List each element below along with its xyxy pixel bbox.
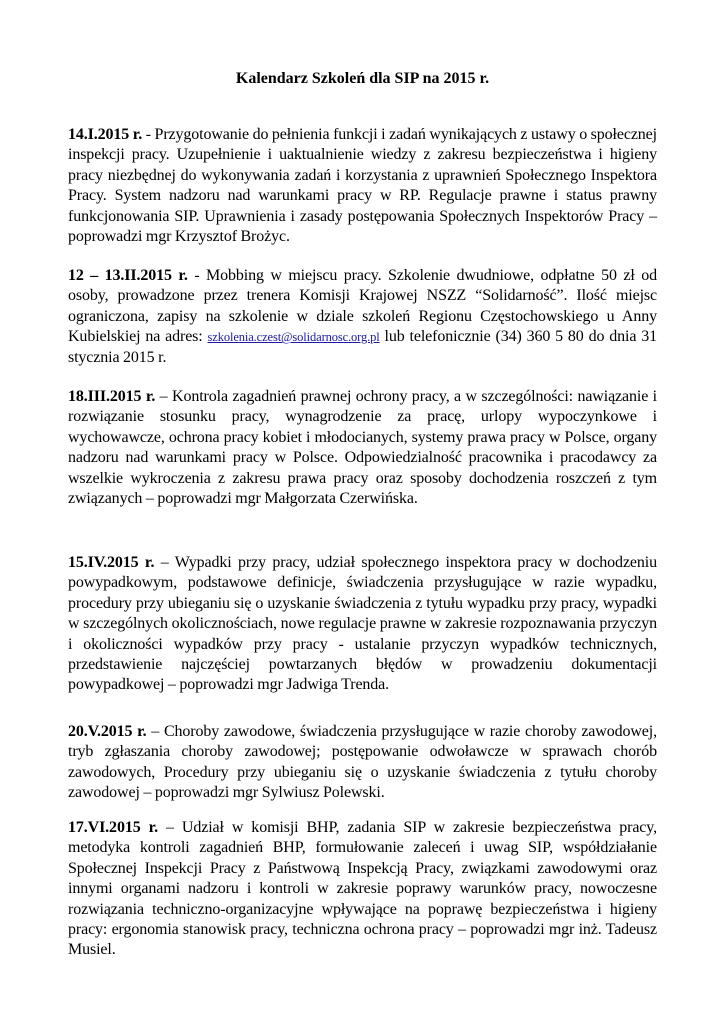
training-entry — [68, 387, 657, 509]
training-date: 14.I.2015 r. — [68, 126, 143, 143]
training-description: – Choroby zawodowe, świadczenia przysługujące w razie choroby zawodowej, tryb zgłaszania choroby zawodowej; postępowanie odwoławcze w sprawach chorób zawodowych, Procedury przy ubieganiu się o uzyskanie świadczenia z tytułu choroby zawodowej – poprowadzi mgr Sylwiusz Polewski. — [68, 723, 657, 802]
training-date: 18.III.2015 r. — [68, 388, 156, 405]
training-entry — [68, 125, 657, 247]
training-description: – Kontrola zagadnień prawnej ochrony pracy, a w szczególności: nawiązanie i rozwiązanie stosunku pracy, wynagrodzenie za pracę, urlopy wypoczynkowe i wychowawcze, ochrona pracy kobiet i młodocianych, systemy prawa pracy w Polsce, organy nadzoru nad warunkami pracy w Polsce. Odpowiedzialność pracownika i pracodawcy za wszelkie wykroczenia z zakresu prawa pracy oraz sposoby dochodzenia roszczeń z tym związanych – poprowadzi mgr Małgorzata Czerwińska. — [68, 388, 657, 508]
training-date: 20.V.2015 r. — [68, 723, 147, 740]
training-date: 17.VI.2015 r. — [68, 819, 158, 836]
training-date: 15.IV.2015 r. — [68, 554, 155, 571]
training-date: 12 – 13.II.2015 r. — [68, 267, 188, 284]
training-description: – Udział w komisji BHP, zadania SIP w zakresie bezpieczeństwa pracy, metodyka kontroli zagadnień BHP, formułowanie zaleceń i uwag SIP, współdziałanie Społecznej Inspekcji Pracy z Państwową Inspekcją Pracy, związkami zawodowymi oraz innymi organami nadzoru i kontroli w zakresie poprawy warunków pracy, nowoczesne rozwiązania techniczno-organizacyjne wpływające na poprawę bezpieczeństwa i higieny pracy: ergonomia stanowisk pracy, techniczna ochrona pracy – poprowadzi mgr inż. Tadeusz Musiel. — [68, 819, 657, 959]
training-entry — [68, 553, 657, 696]
training-description: – Wypadki przy pracy, udział społecznego inspektora pracy w dochodzeniu powypadkowym, podstawowe definicje, świadczenia przysługujące w razie wypadku, procedury przy ubieganiu się o uzyskanie świadczenia z tytułu wypadku przy pracy, wypadki w szczególnych okolicznościach, nowe regulacje prawne w zakresie rozpoznawania przyczyn i okoliczności wypadków przy pracy - ustalanie przyczyn wypadków technicznych, przedstawienie najczęściej powtarzanych błędów w prowadzeniu dokumentacji powypadkowej – poprowadzi mgr Jadwiga Trenda. — [68, 554, 657, 694]
training-entry — [68, 722, 657, 804]
document-title: Kalendarz Szkoleń dla SIP na 2015 r. — [235, 70, 490, 87]
training-entry — [68, 266, 657, 368]
training-entry — [68, 818, 657, 961]
email-link[interactable]: szkolenia.czest@solidarnosc.org.pl — [207, 330, 380, 345]
training-description: - Przygotowanie do pełnienia funkcji i zadań wynikających z ustawy o społecznej inspekcji pracy. Uzupełnienie i uaktualnienie wiedzy z zakresu bezpieczeństwa i higieny pracy niezbędnej do wykonywania zadań i korzystania z uprawnień Społecznego Inspektora Pracy. System nadzoru nad warunkami pracy w RP. Regulacje prawne i status prawny funkcjonowania SIP. Uprawnienia i zasady postępowania Społecznych Inspektorów Pracy – poprowadzi mgr Krzysztof Brożyc. — [68, 126, 657, 246]
training-description-continued: lub telefonicznie (34) 360 5 80 do dnia 31 stycznia 2015 r. — [68, 328, 658, 366]
training-description: - Mobbing w miejscu pracy. Szkolenie dwudniowe, odpłatne 50 zł od osoby, prowadzone przez trenera Komisji Krajowej NSZZ “Solidarność”. Ilość miejsc ograniczona, zapisy na szkolenie w dziale szkoleń Regionu Częstochowskiego u Anny Kubielskiej na adres: — [68, 267, 657, 346]
